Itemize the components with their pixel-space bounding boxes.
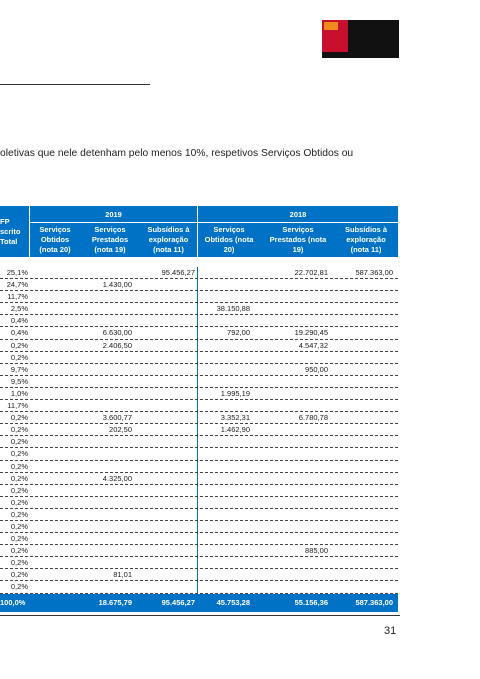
table-cell: 0,2% bbox=[10, 534, 28, 544]
table-cell: 24,7% bbox=[6, 280, 28, 290]
table-cell: 0,2% bbox=[10, 473, 28, 483]
table-row bbox=[0, 352, 398, 364]
table-cell: 0,2% bbox=[10, 558, 28, 568]
table-cell: 4.547,32 bbox=[298, 340, 328, 350]
header-line: (nota 11) bbox=[153, 245, 184, 254]
table-row bbox=[0, 412, 398, 424]
header-line: Subsídios à bbox=[344, 225, 388, 234]
table-body bbox=[0, 267, 398, 594]
table-cell: 6.630,00 bbox=[102, 328, 132, 338]
header-2019-subsidios bbox=[140, 225, 197, 255]
header-line: Serviços bbox=[213, 225, 245, 234]
table-row bbox=[0, 279, 398, 291]
footer-rule bbox=[0, 615, 400, 616]
table-cell: 792,00 bbox=[227, 328, 250, 338]
header-2018-subsidios bbox=[336, 225, 396, 255]
header-line: Serviços bbox=[39, 225, 71, 234]
table-cell: 3.352,31 bbox=[220, 413, 250, 423]
table-cell: 38.150,88 bbox=[216, 304, 250, 314]
table-cell: 6.780,78 bbox=[298, 413, 328, 423]
table-cell: 1.430,00 bbox=[102, 280, 132, 290]
table-cell: 0,2% bbox=[10, 461, 28, 471]
table-cell: 1.995,19 bbox=[220, 388, 250, 398]
table-row bbox=[0, 291, 398, 303]
table-cell: 9,5% bbox=[10, 376, 28, 386]
total-cell: 95.456,27 bbox=[161, 597, 195, 607]
header-line: 20) bbox=[223, 245, 235, 254]
table-cell: 0,4% bbox=[10, 316, 28, 326]
table-cell: 19.290,45 bbox=[294, 328, 328, 338]
table-row bbox=[0, 509, 398, 521]
col0-header bbox=[0, 217, 28, 247]
table-cell: 885,00 bbox=[305, 546, 328, 556]
table-cell: 0,2% bbox=[10, 437, 28, 447]
table-row bbox=[0, 388, 398, 400]
total-cell: 587.363,00 bbox=[355, 597, 393, 607]
header-2019-obtidos bbox=[30, 225, 80, 255]
table-row bbox=[0, 461, 398, 473]
year-2018-label: 2018 bbox=[289, 210, 307, 219]
table-cell: 0,2% bbox=[10, 521, 28, 531]
header-line: Subsídios à bbox=[147, 225, 190, 234]
table-cell: 0,2% bbox=[10, 582, 28, 592]
table-cell: 3.600,77 bbox=[102, 413, 132, 423]
table-cell: 587.363,00 bbox=[355, 268, 393, 277]
table-row bbox=[0, 448, 398, 460]
table-row bbox=[0, 424, 398, 436]
table-cell: 2,5% bbox=[10, 304, 28, 314]
logo-orange-block bbox=[324, 22, 338, 30]
table-row bbox=[0, 340, 398, 352]
company-logo bbox=[322, 20, 399, 58]
total-row bbox=[0, 594, 398, 612]
table-row bbox=[0, 521, 398, 533]
table-cell: 95.456,27 bbox=[161, 268, 195, 277]
table-row bbox=[0, 267, 398, 279]
table-cell: 950,00 bbox=[305, 364, 328, 374]
table-cell: 1.462,90 bbox=[220, 425, 250, 435]
header-2018-obtidos bbox=[198, 225, 260, 255]
total-cell: 55.156,36 bbox=[294, 597, 328, 607]
header-2019-prestados bbox=[82, 225, 138, 255]
table-cell: 0,4% bbox=[10, 328, 28, 338]
year-2019-label: 2019 bbox=[105, 210, 122, 219]
table-row bbox=[0, 557, 398, 569]
header-line: Obtidos bbox=[40, 235, 70, 244]
table-cell: 0,2% bbox=[10, 570, 28, 580]
header-2018-prestados bbox=[262, 225, 334, 255]
table-row bbox=[0, 376, 398, 388]
table-cell: 25,1% bbox=[6, 268, 28, 277]
table-row bbox=[0, 436, 398, 448]
table-cell: 22.702,81 bbox=[294, 268, 328, 277]
top-rule bbox=[0, 84, 150, 85]
table-cell: 81,01 bbox=[113, 570, 132, 580]
table-row bbox=[0, 303, 398, 315]
header-line: 19) bbox=[292, 245, 304, 254]
total-cell: 100,0% bbox=[0, 597, 26, 607]
header-line: Prestados bbox=[91, 235, 129, 244]
header-line: (nota 19) bbox=[94, 245, 126, 254]
table-row bbox=[0, 327, 398, 339]
header-line: Prestados (nota bbox=[269, 235, 327, 244]
header-gap bbox=[0, 257, 398, 267]
table-row bbox=[0, 569, 398, 581]
table-cell: 11,7% bbox=[7, 401, 28, 411]
table-row bbox=[0, 315, 398, 327]
intro-text: oletivas que nele detenham pelo menos 10%, respetivos Serviços Obtidos ou bbox=[0, 148, 354, 159]
table-cell: 2.406,50 bbox=[102, 340, 132, 350]
table-cell: 4.325,00 bbox=[102, 473, 132, 483]
table-cell: 0,2% bbox=[10, 425, 28, 435]
table-cell: 202,50 bbox=[109, 425, 132, 435]
col0-header-line: FP bbox=[0, 217, 10, 226]
table-cell: 0,2% bbox=[10, 413, 28, 423]
table-cell: 11,7% bbox=[7, 292, 28, 302]
table-header bbox=[0, 206, 398, 257]
related-parties-table bbox=[0, 206, 398, 612]
header-line: (nota 20) bbox=[39, 245, 71, 254]
col0-header-line: Total bbox=[0, 237, 18, 246]
table-row bbox=[0, 581, 398, 593]
table-row bbox=[0, 497, 398, 509]
table-row bbox=[0, 545, 398, 557]
page-number: 31 bbox=[384, 625, 397, 637]
total-cell: 45.753,28 bbox=[216, 597, 250, 607]
header-line: Obtidos (nota bbox=[204, 235, 254, 244]
header-line: (nota 11) bbox=[350, 245, 382, 254]
table-cell: 0,2% bbox=[10, 497, 28, 507]
total-cell: 18.675,79 bbox=[98, 597, 132, 607]
table-row bbox=[0, 533, 398, 545]
table-cell: 0,2% bbox=[10, 340, 28, 350]
table-cell: 0,2% bbox=[10, 352, 28, 362]
header-line: Serviços bbox=[94, 225, 126, 234]
table-cell: 9,7% bbox=[10, 364, 28, 374]
header-line: exploração bbox=[346, 235, 386, 244]
table-row bbox=[0, 400, 398, 412]
header-line: Serviços bbox=[282, 225, 314, 234]
header-line: exploração bbox=[148, 235, 189, 244]
table-cell: 0,2% bbox=[10, 546, 28, 556]
col0-header-line: scrito bbox=[0, 227, 21, 236]
table-row bbox=[0, 473, 398, 485]
table-cell: 0,2% bbox=[10, 449, 28, 459]
table-row bbox=[0, 485, 398, 497]
table-cell: 0,2% bbox=[10, 485, 28, 495]
table-cell: 1,0% bbox=[10, 388, 28, 398]
header-year-rule bbox=[29, 222, 398, 223]
table-row bbox=[0, 364, 398, 376]
table-cell: 0,2% bbox=[10, 509, 28, 519]
